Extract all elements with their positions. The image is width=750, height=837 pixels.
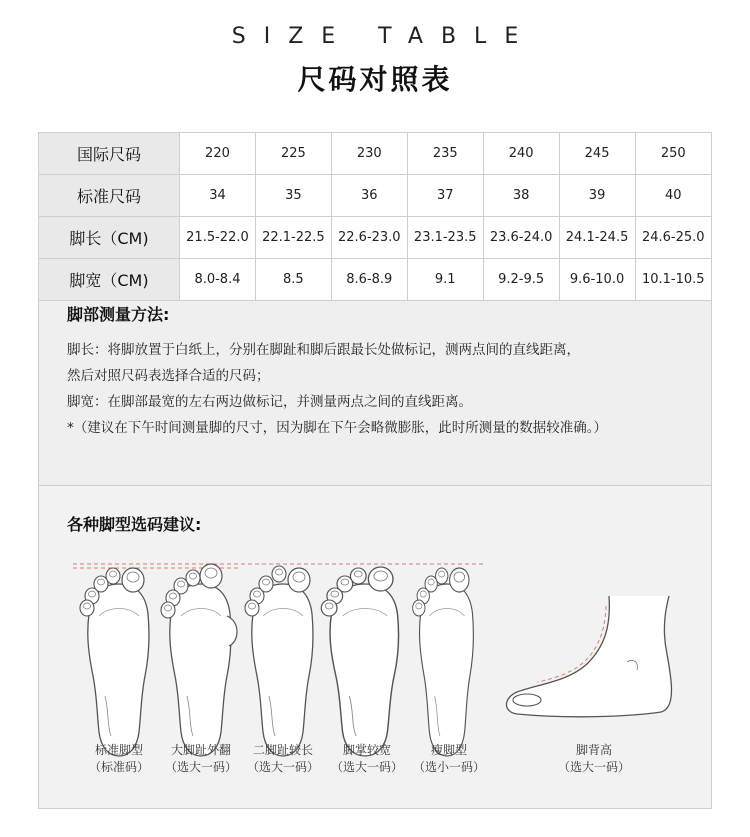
measure-line-4: *（建议在下午时间测量脚的尺寸，因为脚在下午会略微膨胀，此时所测量的数据较准确。） [67,420,607,436]
foot-type-advice: （标准码） [88,760,149,774]
size-cell: 24.1-24.5 [559,217,635,259]
row-header: 脚宽（CM) [39,259,180,301]
foot-type-name: 二脚趾较长 [252,743,313,757]
foot-caption-high-instep [551,742,637,776]
size-cell: 38 [483,175,559,217]
measure-line-1: 脚长：将脚放置于白纸上，分别在脚趾和脚后跟最长处做标记，测两点间的直线距离， [67,342,580,358]
size-table-panel [38,132,712,486]
slim-foot-icon [413,568,474,756]
title-english: SIZE TABLE [231,24,537,49]
size-cell: 39 [559,175,635,217]
measure-method-title: 脚部测量方法: [67,305,170,324]
size-table [39,133,711,301]
size-cell: 250 [635,133,711,175]
size-row [39,217,711,259]
size-cell: 36 [331,175,407,217]
bunion-foot-icon [161,564,237,756]
foot-caption-bunion [161,742,241,776]
measure-method [67,302,707,441]
row-header: 标准尺码 [39,175,180,217]
foot-type-name: 瘦脚型 [430,743,467,757]
size-cell: 40 [635,175,711,217]
long-second-toe-foot-icon [245,566,313,756]
size-row [39,259,711,301]
row-header: 脚长（CM) [39,217,180,259]
foot-type-name: 大脚趾外翻 [170,743,231,757]
foot-type-advice: （选大一码） [330,760,403,774]
size-cell: 245 [559,133,635,175]
foot-type-panel [38,486,712,809]
size-cell: 240 [483,133,559,175]
title-chinese: 尺码对照表 [297,63,453,96]
size-cell: 9.2-9.5 [483,259,559,301]
foot-type-advice: （选大一码） [246,760,319,774]
foot-caption-standard [85,742,153,776]
measure-line-3: 脚宽：在脚部最宽的左右两边做标记，并测量两点之间的直线距离。 [67,394,472,410]
size-cell: 225 [255,133,331,175]
high-instep-foot-icon [507,596,672,717]
foot-type-name: 脚掌较宽 [342,743,391,757]
size-cell: 8.5 [255,259,331,301]
size-cell: 22.6-23.0 [331,217,407,259]
measure-line-2: 然后对照尺码表选择合适的尺码； [67,368,270,384]
foot-type-title: 各种脚型选码建议: [67,515,202,534]
size-cell: 9.1 [407,259,483,301]
size-cell: 34 [180,175,256,217]
size-cell: 230 [331,133,407,175]
size-row [39,175,711,217]
size-cell: 10.1-10.5 [635,259,711,301]
size-cell: 24.6-25.0 [635,217,711,259]
size-row [39,133,711,175]
size-cell: 23.1-23.5 [407,217,483,259]
size-cell: 220 [180,133,256,175]
foot-type-name: 脚背高 [575,743,612,757]
row-header: 国际尺码 [39,133,180,175]
foot-type-name: 标准脚型 [94,743,143,757]
foot-caption-wide [327,742,407,776]
size-cell: 8.0-8.4 [180,259,256,301]
size-cell: 8.6-8.9 [331,259,407,301]
wide-foot-icon [321,567,398,756]
size-cell: 9.6-10.0 [559,259,635,301]
foot-type-advice: （选小一码） [412,760,485,774]
size-cell: 35 [255,175,331,217]
foot-type-advice: （选大一码） [557,760,630,774]
foot-caption-long-second-toe [243,742,323,776]
standard-foot-icon [80,568,149,756]
size-cell: 22.1-22.5 [255,217,331,259]
size-cell: 21.5-22.0 [180,217,256,259]
foot-caption-slim [409,742,489,776]
size-cell: 37 [407,175,483,217]
size-cell: 235 [407,133,483,175]
foot-type-advice: （选大一码） [164,760,237,774]
size-cell: 23.6-24.0 [483,217,559,259]
